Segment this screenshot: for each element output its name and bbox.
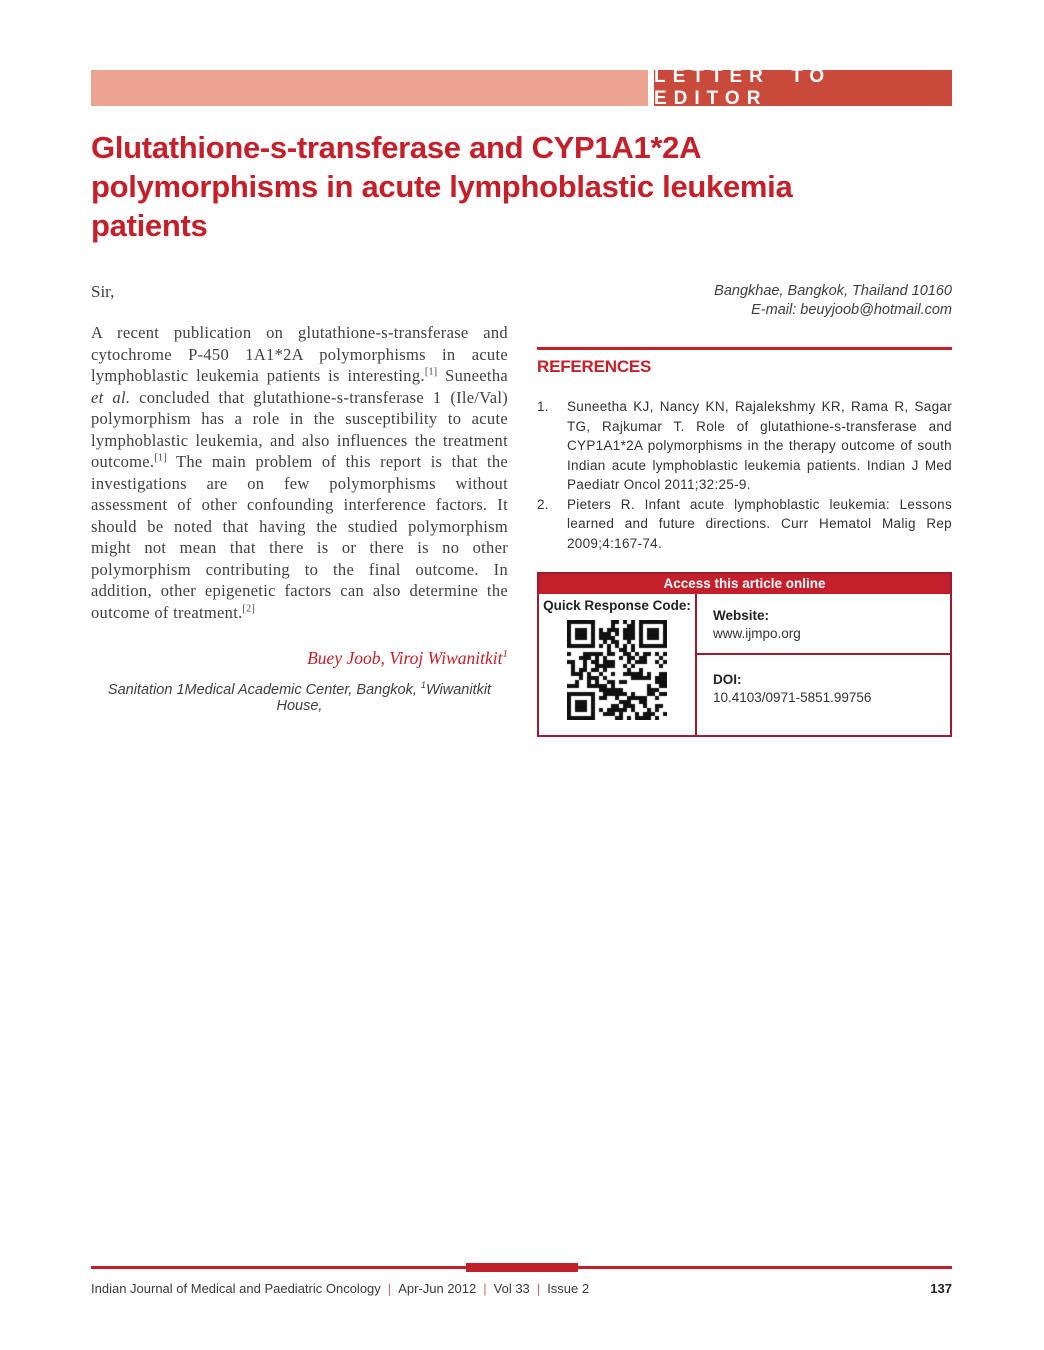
- references-divider-rule: [537, 347, 952, 350]
- footer-separator: |: [387, 1281, 392, 1296]
- page-footer: [91, 1266, 952, 1296]
- page-number: 137: [930, 1281, 952, 1296]
- issue-number: Issue 2: [547, 1281, 590, 1296]
- article-body-columns: [91, 282, 952, 737]
- reference-number: 2.: [537, 496, 549, 512]
- banner-decoration-bar: [91, 70, 648, 106]
- footer-rule-center-segment: [466, 1263, 578, 1272]
- website-label: Website:: [713, 608, 770, 623]
- author-affiliation: [91, 682, 508, 714]
- article-title-line-3: patients: [91, 208, 208, 243]
- article-title-line-1: Glutathione-s-transferase and CYP1A1*2A: [91, 130, 702, 165]
- access-box-header: Access this article online: [539, 574, 950, 594]
- et-al-italic: et al.: [91, 387, 131, 407]
- footer-separator: |: [536, 1281, 541, 1296]
- footer-text-row: [91, 1281, 952, 1296]
- paragraph-text: concluded that glutathione-s-transferase 1 (Ile/Val) polymorphism has a role in the susceptibility to acute lymphoblastic leukemia, and also influences the treatment outcome.: [91, 387, 508, 471]
- access-info-cell: [697, 594, 950, 735]
- paragraph-text: Suneetha: [437, 366, 508, 385]
- reference-text: Suneetha KJ, Nancy KN, Rajalekshmy KR, Rama R, Sagar TG, Rajkumar T. Role of glutathione-s-transferase and CYP1A1*2A polymorphisms in the therapy outcome of south Indian acute lymphoblastic leukemia patients. Indian J Med Paediatr Oncol 2011;32:25-9.: [567, 399, 952, 492]
- paragraph-text: A recent publication on glutathione-s-transferase and cytochrome P-450 1A1*2A polymorphisms in acute lymphoblastic leukemia patients is interesting.: [91, 323, 508, 385]
- qr-code-cell: [539, 594, 697, 735]
- affiliation-text-2: Wiwanitkit House,: [276, 682, 492, 714]
- footer-separator: |: [483, 1281, 487, 1296]
- section-label-bar: [654, 66, 952, 109]
- article-title: [91, 128, 952, 245]
- affiliation-marker: 1: [420, 680, 426, 691]
- access-article-box: [537, 572, 952, 737]
- references-list: [537, 397, 952, 553]
- citation-ref-2: [2]: [242, 603, 256, 614]
- author-names-text: Buey Joob, Viroj Wiwanitkit: [307, 648, 503, 668]
- right-column: [537, 282, 952, 737]
- address-line: Bangkhae, Bangkok, Thailand 10160: [714, 283, 952, 299]
- journal-name: Indian Journal of Medical and Paediatric Oncology: [91, 1281, 381, 1296]
- access-box-body: [539, 594, 950, 735]
- author-names: [91, 648, 508, 669]
- affiliation-text: Sanitation 1Medical Academic Center, Bangkok,: [107, 682, 421, 698]
- website-url: www.ijmpo.org: [713, 626, 801, 641]
- correspondence-address: [537, 282, 952, 319]
- issue-date: Apr-Jun 2012: [398, 1281, 477, 1296]
- reference-text: Pieters R. Infant acute lymphoblastic leukemia: Lessons learned and future directions. Curr Hematol Malig Rep 2009;4:167-74.: [567, 496, 952, 551]
- volume-number: Vol 33: [493, 1281, 530, 1296]
- citation-ref-1: [1]: [424, 366, 438, 378]
- article-title-line-2: polymorphisms in acute lymphoblastic leukemia: [91, 169, 793, 204]
- qr-code: [567, 620, 667, 720]
- reference-number: 1.: [537, 399, 549, 414]
- doi-row: [697, 655, 950, 735]
- email-line: E-mail: beuyjoob@hotmail.com: [751, 301, 952, 318]
- reference-item: [537, 397, 952, 495]
- doi-value: 10.4103/0971-5851.99756: [713, 690, 872, 705]
- website-row: [697, 594, 950, 655]
- letter-paragraph: [91, 322, 508, 623]
- references-heading: REFERENCES: [537, 357, 652, 376]
- author-affiliation-marker: 1: [502, 648, 508, 661]
- doi-label: DOI:: [713, 672, 742, 687]
- section-banner: [91, 66, 952, 109]
- section-label: LETTER TO EDITOR: [654, 66, 832, 109]
- reference-item: [537, 495, 952, 554]
- qr-code-label: Quick Response Code:: [543, 598, 691, 613]
- paragraph-text: The main problem of this report is that the investigations are on few polymorphisms without assessment of other confounding interference factors. It should be noted that having the studied polymorphism might not mean that there is or there is no other polymorphism contributing to the final outcome. In addition, other epigenetic factors can also determine the outcome of treatment.: [91, 452, 508, 622]
- salutation: Sir,: [91, 282, 115, 301]
- footer-rule: [91, 1266, 952, 1269]
- citation-ref-1b: [1]: [154, 452, 167, 464]
- left-column: [91, 282, 508, 737]
